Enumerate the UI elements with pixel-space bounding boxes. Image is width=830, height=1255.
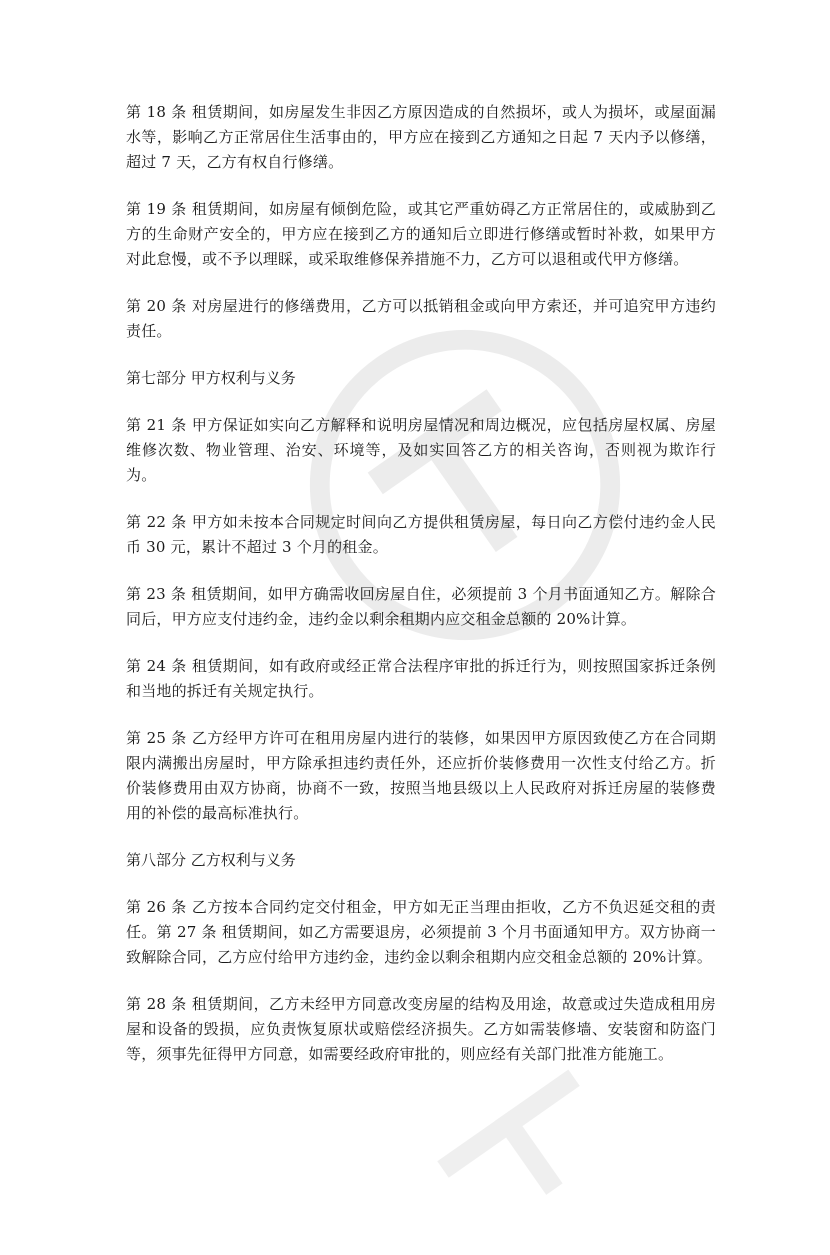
clause-22: 第 22 条 甲方如未按本合同规定时间向乙方提供租赁房屋，每日向乙方偿付违约金人民币 30 元，累计不超过 3 个月的租金。 — [126, 513, 716, 556]
clause-28: 第 28 条 租赁期间，乙方未经甲方同意改变房屋的结构及用途，故意或过失造成租用房屋和设备的毁损，应负责恢复原状或赔偿经济损失。乙方如需装修墙、安装窗和防盗门等，须事先征得甲方同意，如需要经政府审批的，则应经有关部门批准方能施工。 — [126, 995, 716, 1063]
clause-23: 第 23 条 租赁期间，如甲方确需收回房屋自住，必须提前 3 个月书面通知乙方。解除合同后，甲方应支付违约金，违约金以剩余租期内应交租金总额的 20%计算。 — [126, 585, 716, 628]
document-body — [126, 100, 716, 1089]
clause-26-27: 第 26 条 乙方按本合同约定交付租金，甲方如无正当理由拒收，乙方不负迟延交租的责任。第 27 条 租赁期间，如乙方需要退房，必须提前 3 个月书面通知甲方。双方协商一致解除合同，乙方应付给甲方违约金，违约金以剩余租期内应交租金总额的 20%计算。 — [126, 898, 716, 966]
clause-19: 第 19 条 租赁期间，如房屋有倾倒危险，或其它严重妨碍乙方正常居住的，或威胁到乙方的生命财产安全的，甲方应在接到乙方的通知后立即进行修缮或暂时补救，如果甲方对此怠慢，或不予以理睬，或采取维修保养措施不力，乙方可以退租或代甲方修缮。 — [126, 200, 716, 268]
clause-21: 第 21 条 甲方保证如实向乙方解释和说明房屋情况和周边概况，应包括房屋权属、房屋维修次数、物业管理、治安、环境等，及如实回答乙方的相关咨询，否则视为欺诈行为。 — [126, 416, 716, 484]
clause-18: 第 18 条 租赁期间，如房屋发生非因乙方原因造成的自然损坏，或人为损坏，或屋面漏水等，影响乙方正常居住生活事由的，甲方应在接到乙方通知之日起 7 天内予以修缮，超过 7 天，乙方有权自行修缮。 — [126, 103, 716, 171]
clause-25: 第 25 条 乙方经甲方许可在租用房屋内进行的装修，如果因甲方原因致使乙方在合同期限内满搬出房屋时，甲方除承担违约责任外，还应折价装修费用一次性支付给乙方。折价装修费用由双方协商，协商不一致，按照当地县级以上人民政府对拆迁房屋的装修费用的补偿的最高标准执行。 — [126, 729, 716, 822]
section-heading-part-8: 第八部分 乙方权利与义务 — [126, 851, 296, 869]
clause-24: 第 24 条 租赁期间，如有政府或经正常合法程序审批的拆迁行为，则按照国家拆迁条例和当地的拆迁有关规定执行。 — [126, 657, 716, 700]
section-heading-part-7: 第七部分 甲方权利与义务 — [126, 369, 296, 387]
clause-20: 第 20 条 对房屋进行的修缮费用，乙方可以抵销租金或向甲方索还，并可追究甲方违约责任。 — [126, 297, 716, 340]
